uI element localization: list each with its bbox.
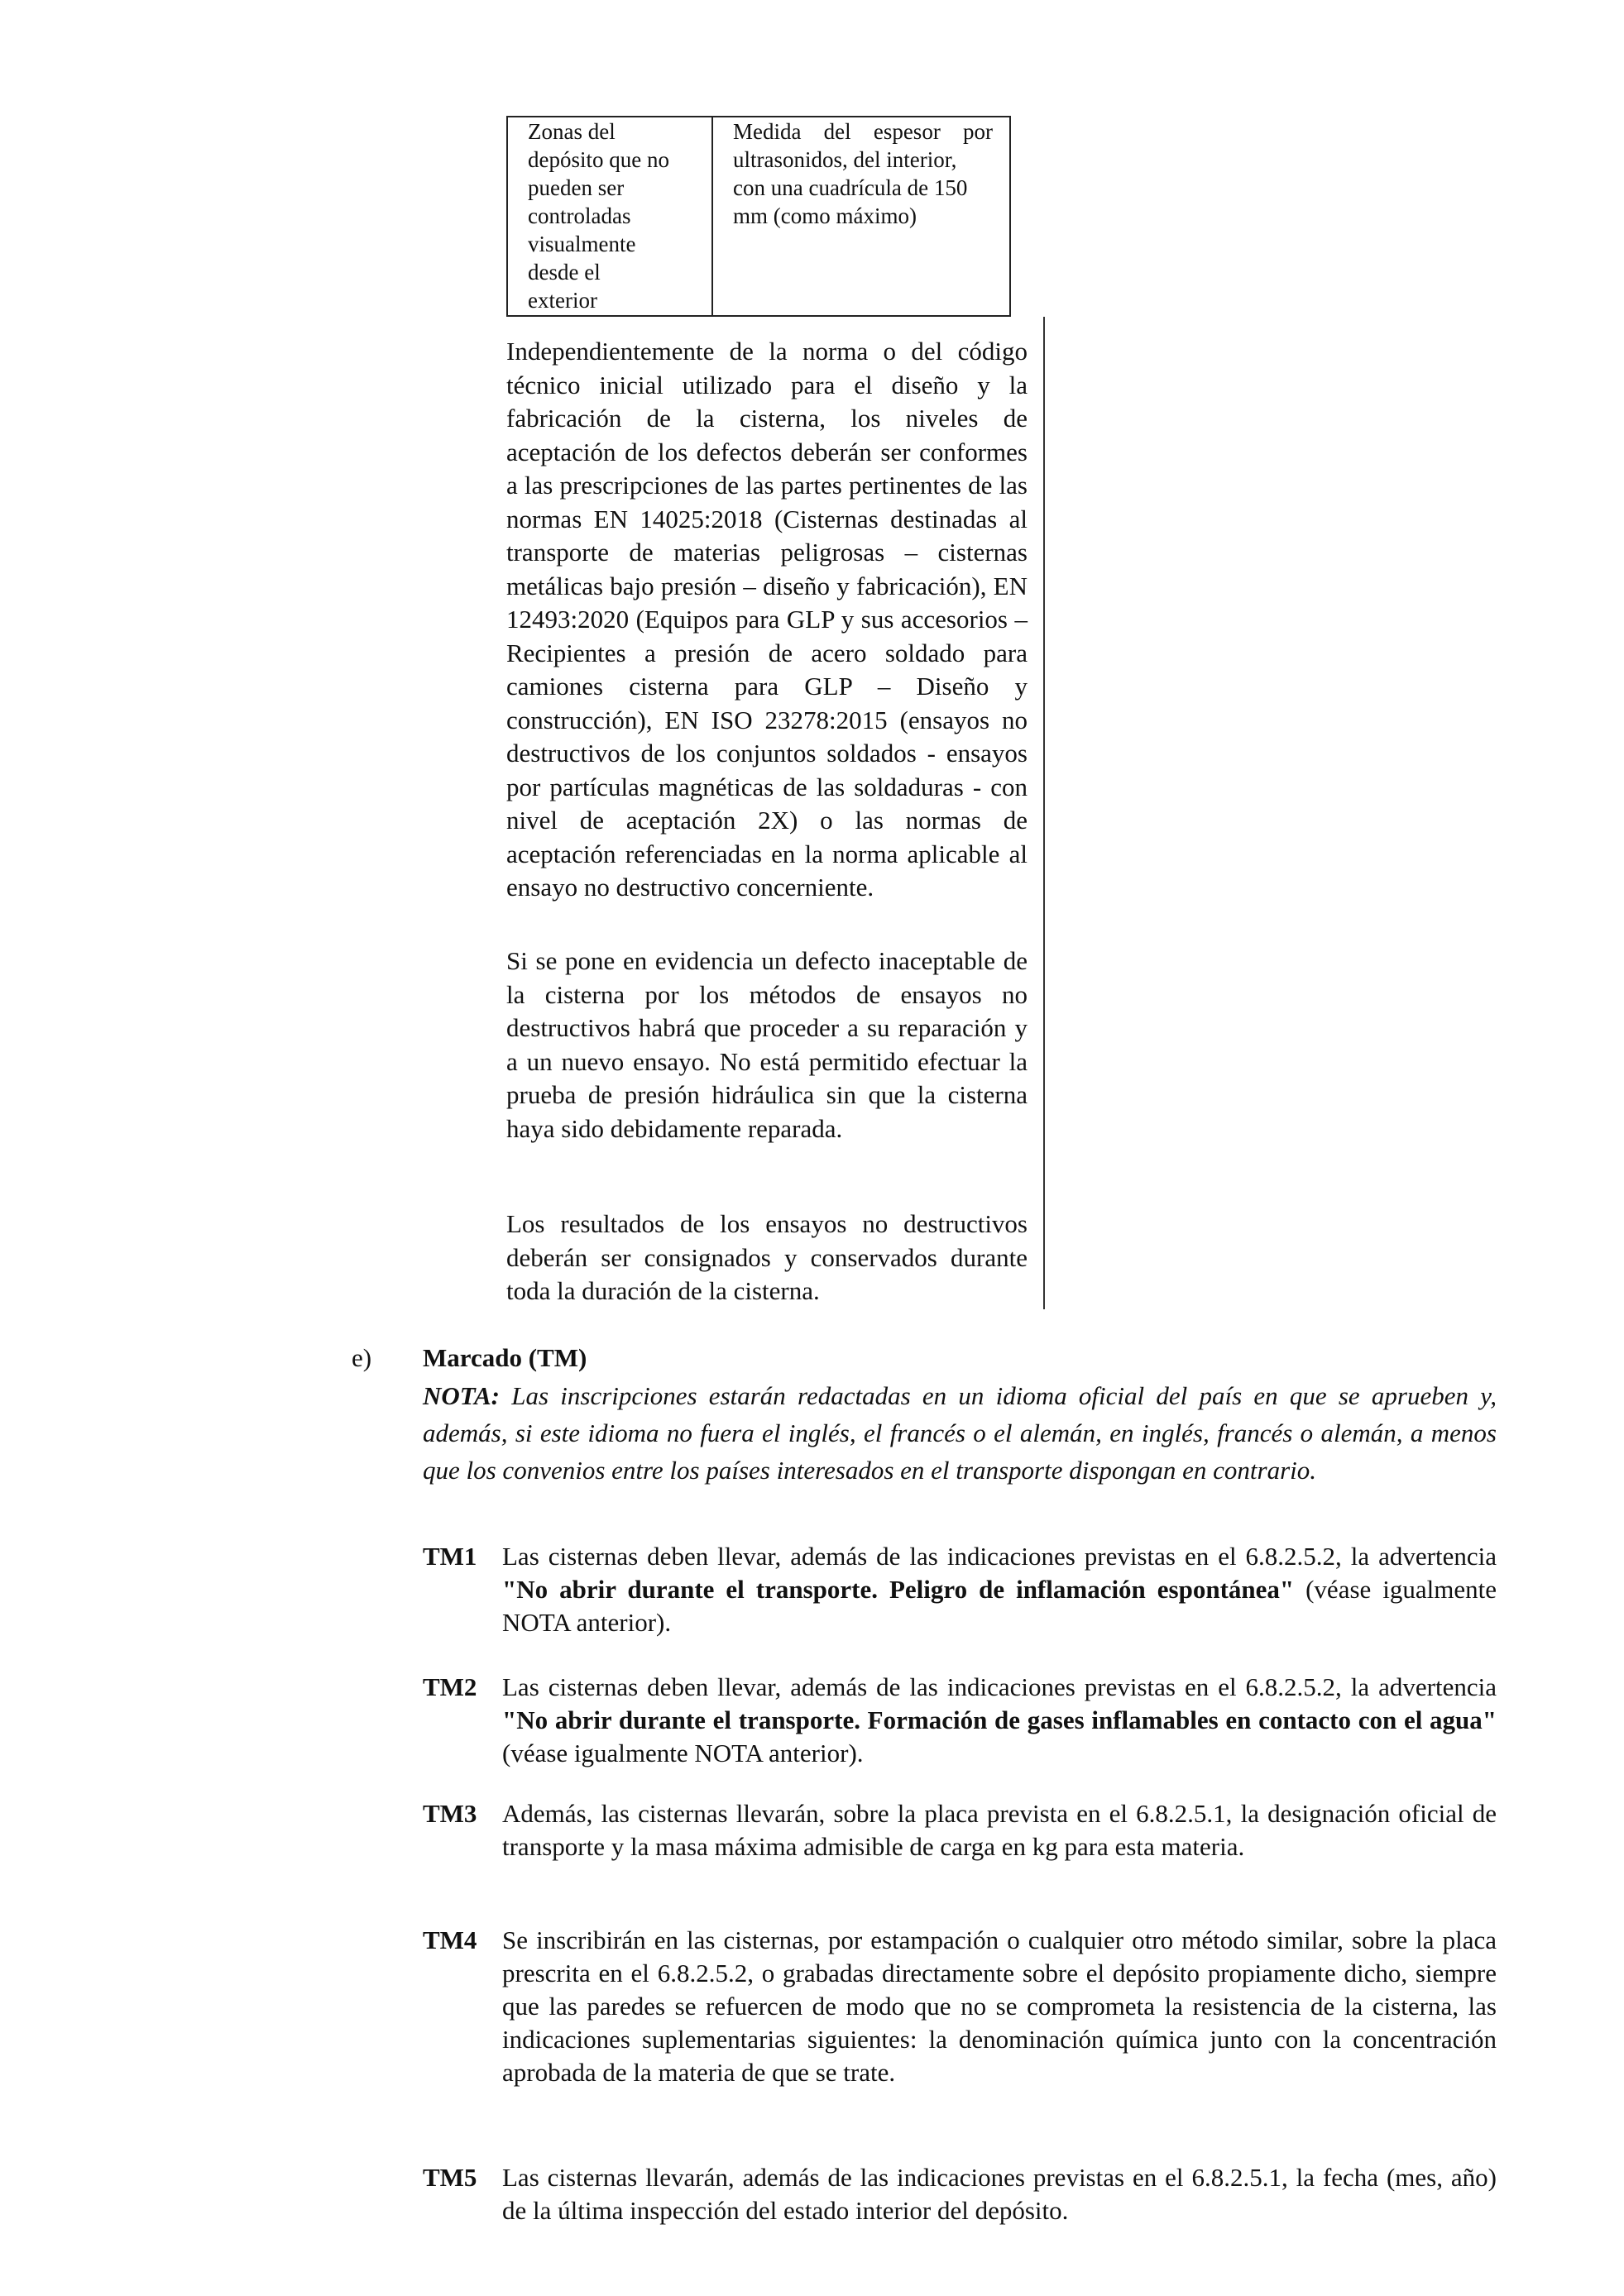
section-note <box>423 1377 1497 1489</box>
table-cell-method-line: mm (como máximo) <box>733 203 917 228</box>
tm-code: TM3 <box>423 1799 477 1828</box>
tm-text-bold: "No abrir durante el transporte. Peligro de inflamación espontánea" <box>502 1575 1295 1604</box>
tm-item <box>423 1540 1497 1639</box>
tm-item <box>423 1797 1497 1863</box>
note-label: NOTA: <box>423 1381 500 1410</box>
tm-text-plain: (véase igualmente NOTA anterior). <box>502 1739 864 1767</box>
section-title: Marcado (TM) <box>423 1343 587 1372</box>
tm-text <box>502 1671 1497 1770</box>
paragraph-defect-repair: Si se pone en evidencia un defecto inaceptable de la cisterna por los métodos de ensayos no destructivos habrá que proceder a su reparación y a un nuevo ensayo. No está permitido efectuar la prueba de presión hidráulica sin que la cisterna haya sido debidamente reparada. <box>506 946 1028 1143</box>
paragraph-results-record: Los resultados de los ensayos no destructivos deberán ser consignados y conservados durante toda la duración de la cisterna. <box>506 1209 1028 1305</box>
tm-text: Además, las cisternas llevarán, sobre la placa prevista en el 6.8.2.5.1, la designación oficial de transporte y la masa máxima admisible de carga en kg para esta materia. <box>502 1799 1497 1861</box>
tm-text: Se inscribirán en las cisternas, por estampación o cualquier otro método similar, sobre la placa prescrita en el 6.8.2.5.2, o grabadas directamente sobre el depósito propiamente dicho, siempre que las paredes se refuercen de modo que no se comprometa la resistencia de la cisterna, las indicaciones suplementarias siguientes: la denominación química junto con la concentración aprobada de la materia de que se trate. <box>502 1925 1497 2087</box>
table-cell-zone-line: Zonas del <box>528 119 616 144</box>
table-cell-zone-line: controladas <box>528 203 631 228</box>
tm-code: TM1 <box>423 1542 477 1571</box>
table-cell-zone-line: depósito que no <box>528 147 669 172</box>
table-cell-zone-line: exterior <box>528 288 597 313</box>
tm-item <box>423 1924 1497 2089</box>
tm-text-bold: "No abrir durante el transporte. Formación de gases inflamables en contacto con el agua" <box>502 1705 1497 1734</box>
table-cell-method-line: Medida del espesor por <box>733 119 993 144</box>
tm-text-plain: (véase igualmente NOTA anterior). <box>502 1575 1497 1637</box>
tm-code: TM5 <box>423 2163 477 2192</box>
tm-code: TM4 <box>423 1925 477 1954</box>
section-letter: e) <box>352 1343 372 1372</box>
tm-text-plain: Las cisternas deben llevar, además de las indicaciones previstas en el 6.8.2.5.2, la advertencia <box>502 1542 1497 1571</box>
paragraph-acceptance-levels: Independientemente de la norma o del código técnico inicial utilizado para el diseño y la fabricación de la cisterna, los niveles de aceptación de los defectos deberán ser conformes a las prescripciones de las partes pertinentes de las normas EN 14025:2018 (Cisternas destinadas al transporte de materias peligrosas – cisternas metálicas bajo presión – diseño y fabricación), EN 12493:2020 (Equipos para GLP y sus accesorios – Recipientes a presión de acero soldado para camiones cisterna para GLP – Diseño y construcción), EN ISO 23278:2015 (ensayos no destructivos de los conjuntos soldados - ensayos por partículas magnéticas de las soldaduras - con nivel de aceptación 2X) o las normas de aceptación referenciadas en la norma aplicable al ensayo no destructivo concerniente. <box>506 337 1028 902</box>
tm-code: TM2 <box>423 1672 477 1701</box>
column-divider <box>1043 317 1045 1309</box>
tm-text-plain: Las cisternas deben llevar, además de las indicaciones previstas en el 6.8.2.5.2, la advertencia <box>502 1672 1497 1701</box>
table-cell-zone <box>508 117 713 315</box>
tm-text: Las cisternas llevarán, además de las indicaciones previstas en el 6.8.2.5.1, la fecha (mes, año) de la última inspección del estado interior del depósito. <box>502 2163 1497 2225</box>
tm-item <box>423 1671 1497 1770</box>
table-cell-method <box>713 117 1009 315</box>
table-cell-method-line: con una cuadrícula de 150 <box>733 175 968 200</box>
table-cell-zone-line: visualmente <box>528 232 636 256</box>
note-text: Las inscripciones estarán redactadas en un idioma oficial del país en que se aprueben y, además, si este idioma no fuera el inglés, el francés o el alemán, en inglés, francés o alemán, a menos que los convenios entre los países interesados en el transporte dispongan en contrario. <box>423 1381 1497 1485</box>
tm-text <box>502 1540 1497 1639</box>
table-cell-method-line: ultrasonidos, del interior, <box>733 147 957 172</box>
table-cell-zone-line: desde el <box>528 260 601 285</box>
table-cell-zone-line: pueden ser <box>528 175 625 200</box>
tm-item <box>423 2161 1497 2227</box>
inspection-table <box>506 116 1011 317</box>
